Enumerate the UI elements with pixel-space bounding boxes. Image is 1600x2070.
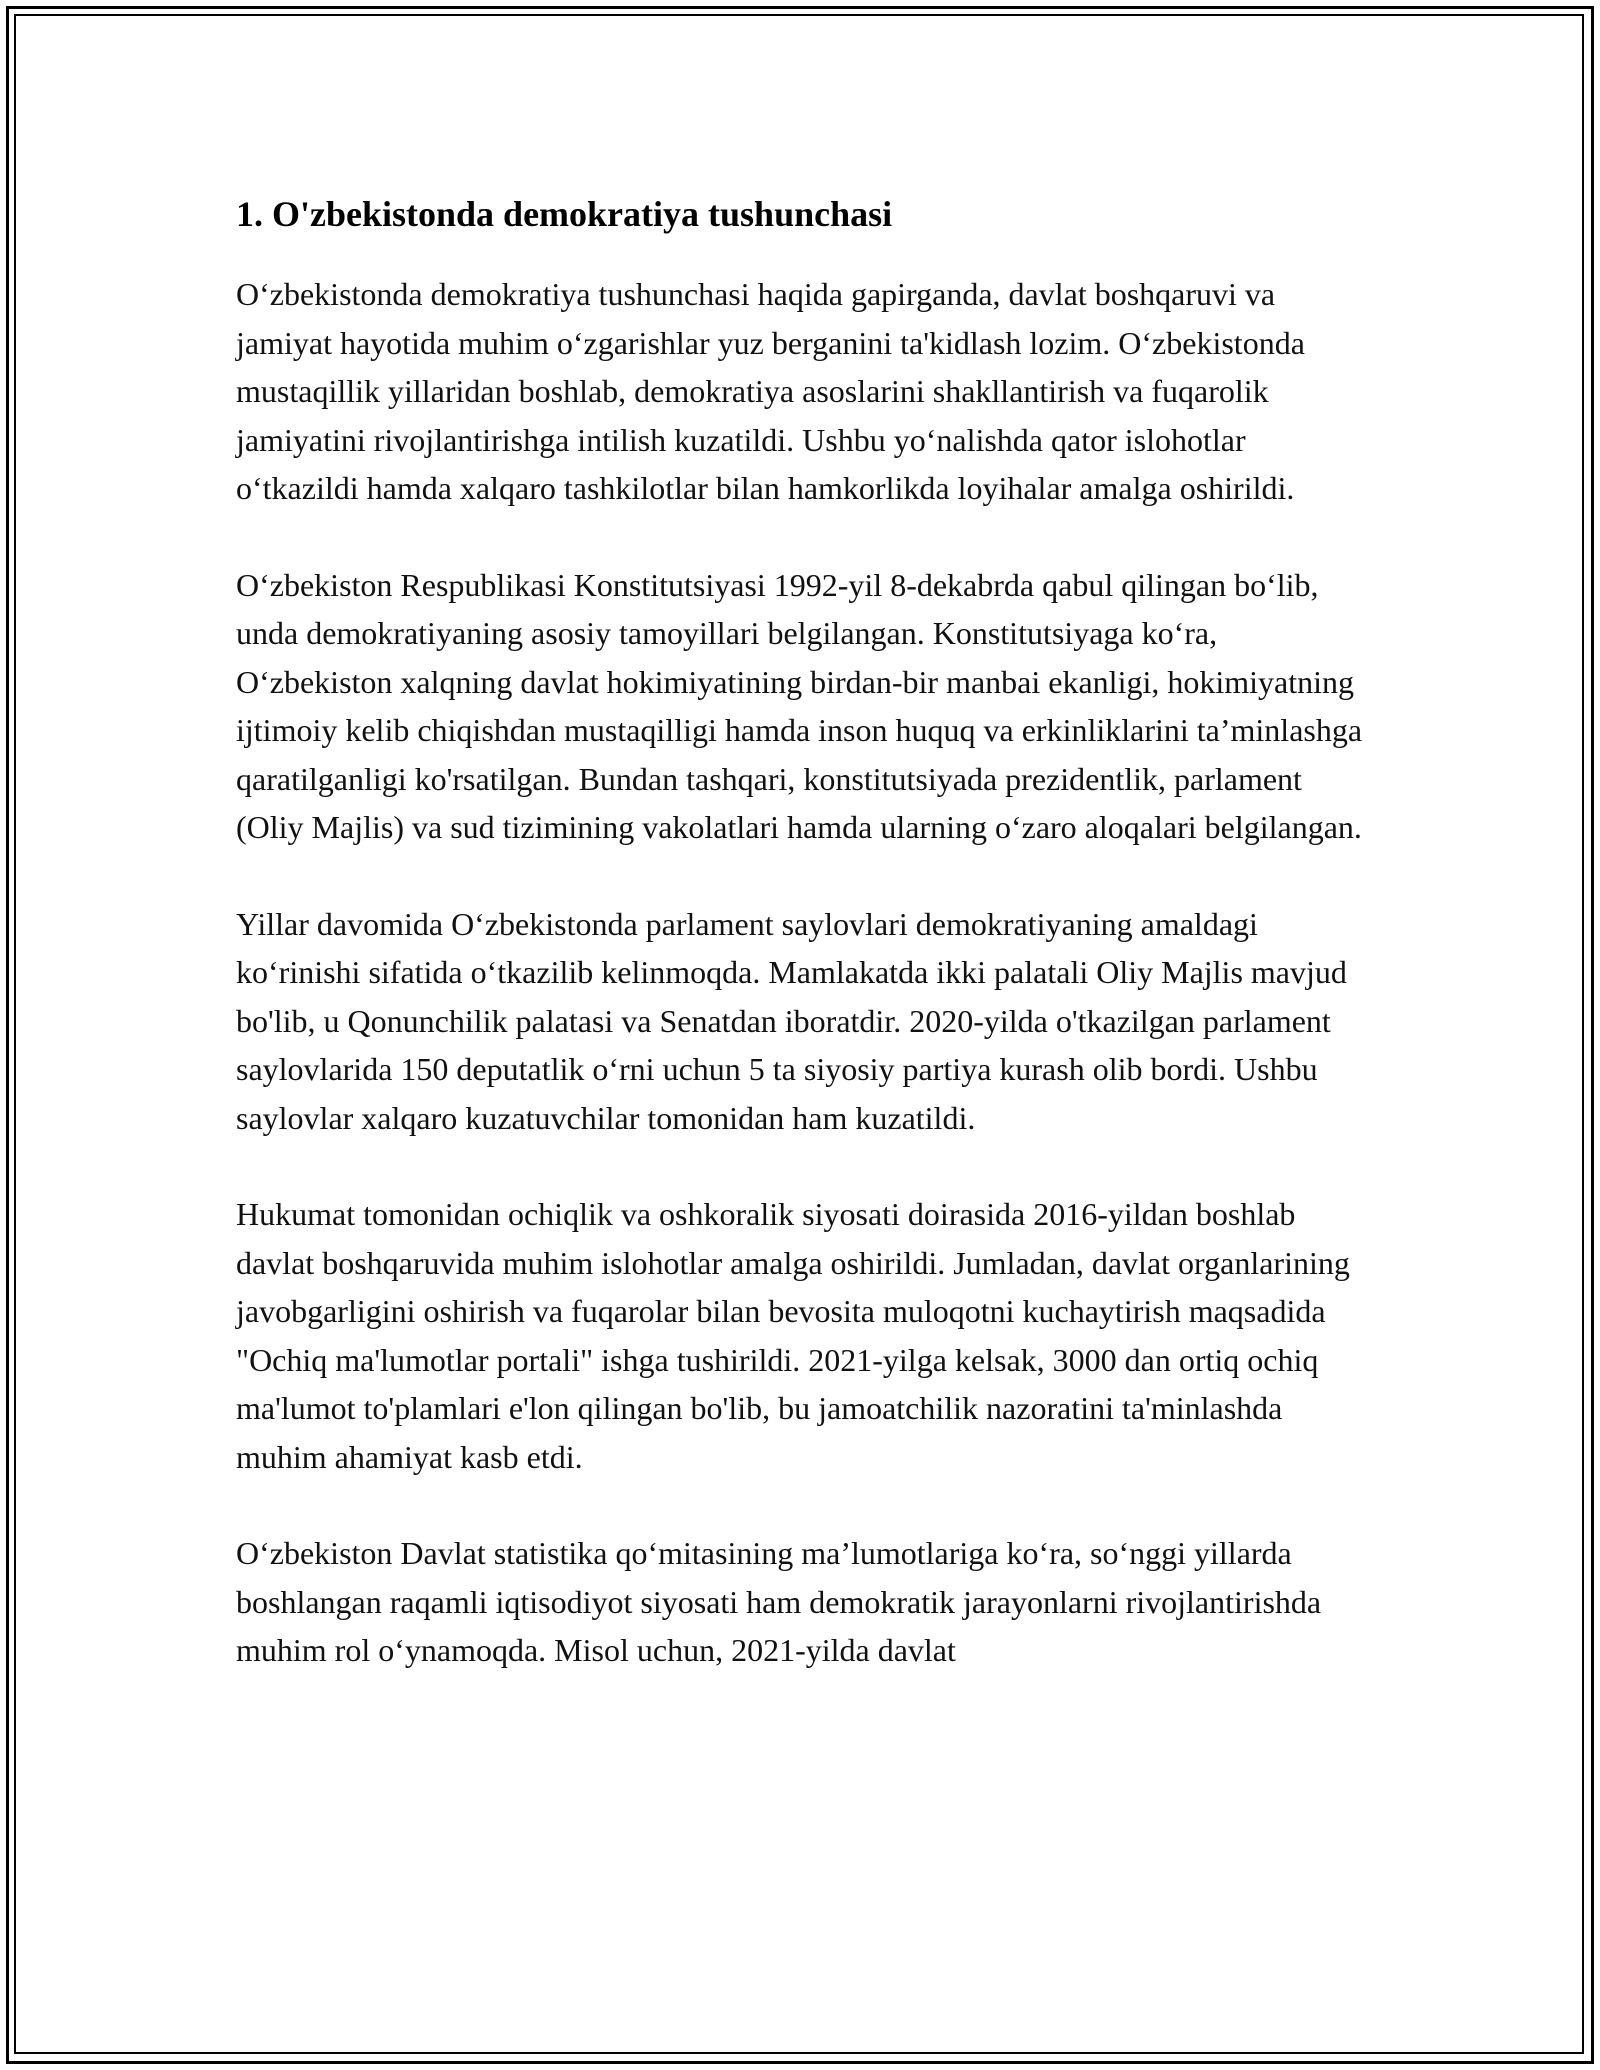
paragraph-digital-economy: O‘zbekiston Davlat statistika qo‘mitasining ma’lumotlariga ko‘ra, so‘nggi yillarda boshlangan raqamli iqtisodiyot siyosati ham demokratik jarayonlarni rivojlantirishda muhim rol o‘ynamoqda. Misol uchun, 2021-yilda davlat bbox=[236, 1535, 1322, 1668]
section-title: 1. O'zbekistonda demokratiya tushunchasi bbox=[236, 194, 893, 234]
document-body bbox=[236, 190, 1376, 1723]
paragraph-elections: Yillar davomida O‘zbekistonda parlament saylovlari demokratiyaning amaldagi ko‘rinishi sifatida o‘tkazilib kelinmoqda. Mamlakatda ikki palatali Oliy Majlis mavjud bo'lib, u Qonunchilik palatasi va Senatdan iboratdir. 2020-yilda o'tkazilgan parlament saylovlarida 150 deputatlik o‘rni uchun 5 ta siyosiy partiya kurash olib bordi. Ushbu saylovlar xalqaro kuzatuvchilar tomonidan ham kuzatildi. bbox=[236, 905, 1347, 1136]
paragraph-constitution: O‘zbekiston Respublikasi Konstitutsiyasi 1992-yil 8-dekabrda qabul qilingan bo‘lib, unda demokratiyaning asosiy tamoyillari belgilangan. Konstitutsiyaga ko‘ra, O‘zbekiston xalqning davlat hokimiyatining birdan-bir manbai ekanligi, hokimiyatning ijtimoiy kelib chiqishdan mustaqilligi hamda inson huquq va erkinliklarini ta’minlashga qaratilganligi ko'rsatilgan. Bundan tashqari, konstitutsiyada prezidentlik, parlament (Oliy Majlis) va sud tizimining vakolatlari hamda ularning o‘zaro aloqalari belgilangan. bbox=[236, 566, 1363, 845]
paragraph-intro: O‘zbekistonda demokratiya tushunchasi haqida gapirganda, davlat boshqaruvi va jamiyat hayotida muhim o‘zgarishlar yuz berganini ta'kidlash lozim. O‘zbekistonda mustaqillik yillaridan boshlab, demokratiya asoslarini shakllantirish va fuqarolik jamiyatini rivojlantirishga intilish kuzatildi. Ushbu yo‘nalishda qator islohotlar o‘tkazildi hamda xalqaro tashkilotlar bilan hamkorlikda loyihalar amalga oshirildi. bbox=[236, 276, 1305, 506]
paragraph-open-data: Hukumat tomonidan ochiqlik va oshkoralik siyosati doirasida 2016-yildan boshlab davlat boshqaruvida muhim islohotlar amalga oshirildi. Jumladan, davlat organlarining javobgarligini oshirish va fuqarolar bilan bevosita muloqotni kuchaytirish maqsadida "Ochiq ma'lumotlar portali" ishga tushirildi. 2021-yilga kelsak, 3000 dan ortiq ochiq ma'lumot to'plamlari e'lon qilingan bo'lib, bu jamoatchilik nazoratini ta'minlashda muhim ahamiyat kasb etdi. bbox=[236, 1196, 1350, 1475]
